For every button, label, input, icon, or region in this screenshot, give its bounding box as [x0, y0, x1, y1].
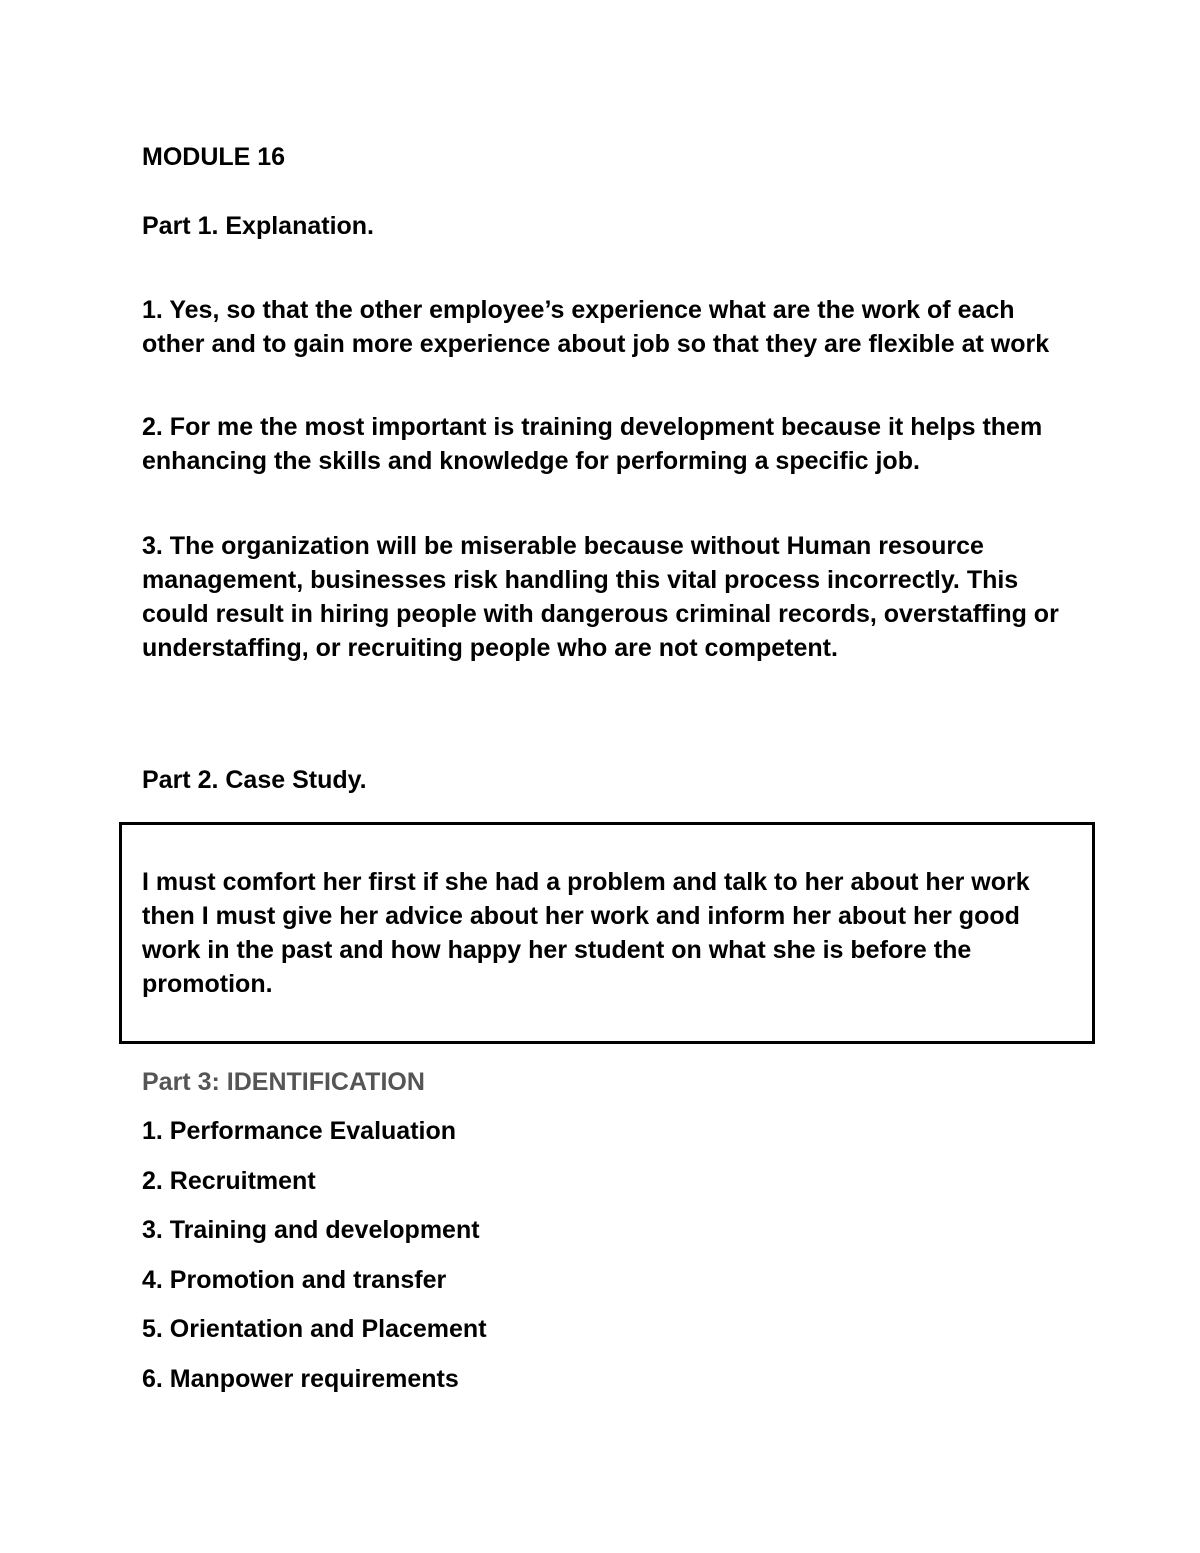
module-title: MODULE 16	[142, 143, 286, 171]
identification-item-6: 6. Manpower requirements	[142, 1365, 459, 1393]
identification-item-5: 5. Orientation and Placement	[142, 1315, 487, 1343]
part1-answer-2: 2. For me the most important is training development because it helps them enhancing the skills and knowledge for performing a specific job.	[142, 413, 1043, 475]
part3-heading	[142, 1065, 425, 1099]
part1-answer-3: 3. The organization will be miserable because without Human resource management, businesses risk handling this vital process incorrectly. This could result in hiring people with dangerous criminal records, overstaffing or understaffing, or recruiting people who are not competent.	[142, 532, 1059, 662]
part3-heading-label: IDENTIFICATION	[226, 1068, 425, 1096]
identification-item-4: 4. Promotion and transfer	[142, 1266, 447, 1294]
part1-heading: Part 1. Explanation.	[142, 212, 375, 240]
part1-answer-1: 1. Yes, so that the other employee’s experience what are the work of each other and to gain more experience about job so that they are flexible at work	[142, 296, 1050, 358]
identification-item-2: 2. Recruitment	[142, 1167, 316, 1195]
case-study-answer: I must comfort her first if she had a problem and talk to her about her work then I must give her advice about her work and inform her about her good work in the past and how happy her student on what she is before the promotion.	[142, 868, 1030, 998]
part2-heading: Part 2. Case Study.	[142, 766, 367, 794]
part3-heading-prefix: Part 3:	[142, 1068, 227, 1096]
identification-item-1: 1. Performance Evaluation	[142, 1117, 457, 1145]
case-study-answer-box	[119, 822, 1095, 1044]
identification-item-3: 3. Training and development	[142, 1216, 480, 1244]
